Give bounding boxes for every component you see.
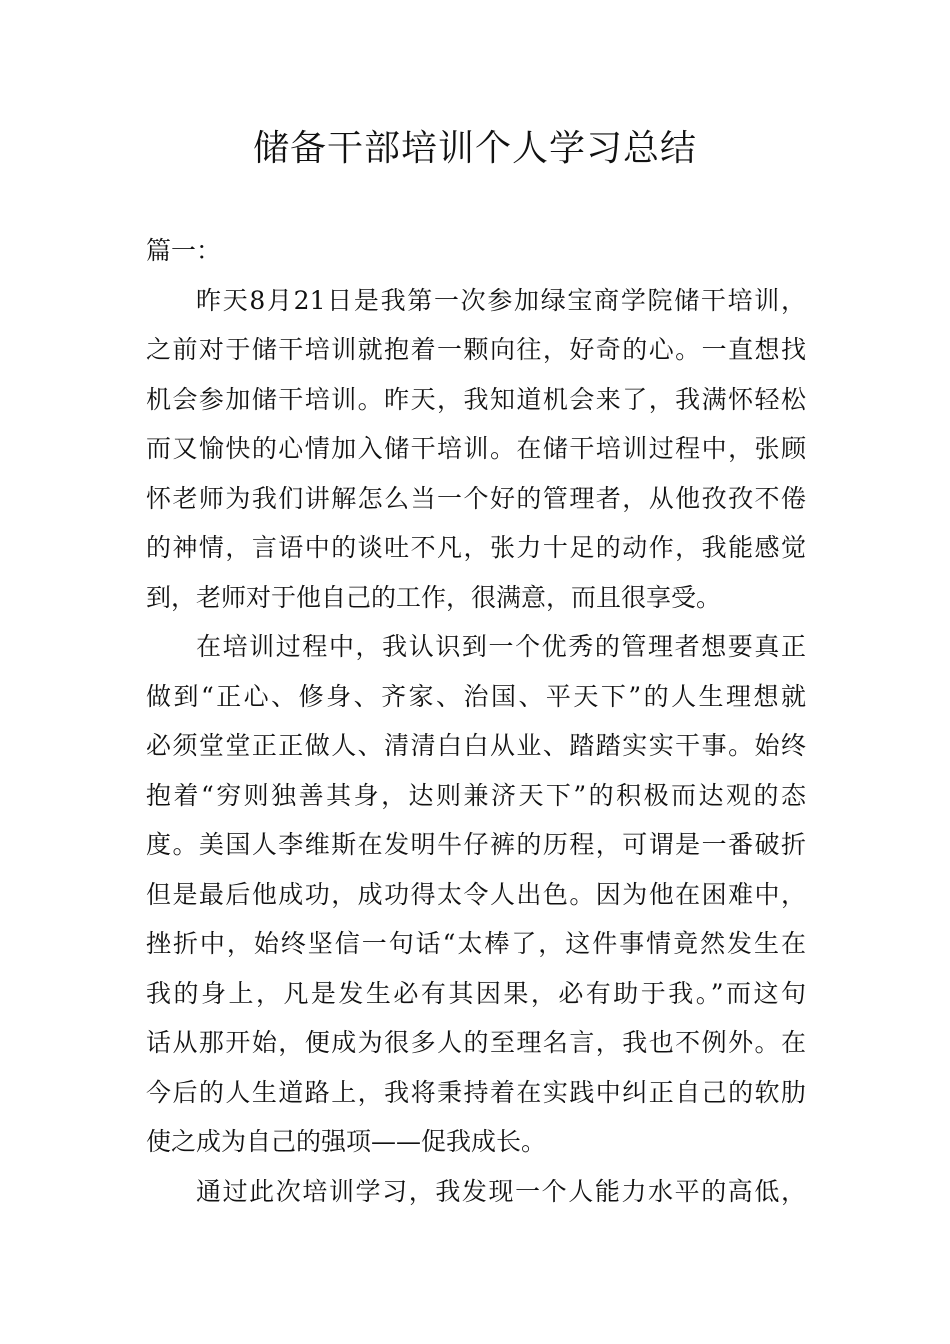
paragraph-line: 怀老师为我们讲解怎么当一个好的管理者，从他孜孜不倦 <box>146 483 806 513</box>
paragraph-1 <box>146 276 806 623</box>
section-label: 篇一： <box>146 236 222 265</box>
paragraph-line: 话从那开始，便成为很多人的至理名言，我也不例外。在 <box>146 1028 806 1057</box>
paragraph-line: 昨天8月21日是我第一次参加绿宝商学院储干培训， <box>196 285 806 315</box>
document-body <box>146 226 806 1216</box>
paragraph-line: 之前对于储干培训就抱着一颗向往，好奇的心。一直想找 <box>146 335 806 364</box>
paragraph-line: 必须堂堂正正做人、清清白白从业、踏踏实实干事。始终 <box>146 731 806 760</box>
paragraph-line: 机会参加储干培训。昨天，我知道机会来了，我满怀轻松 <box>146 384 806 414</box>
paragraph-2 <box>146 622 806 1167</box>
paragraph-line: 度。美国人李维斯在发明牛仔裤的历程，可谓是一番破折 <box>146 830 806 859</box>
paragraph-line: 但是最后他成功，成功得太令人出色。因为他在困难中， <box>146 879 806 909</box>
paragraph-line: 在培训过程中，我认识到一个优秀的管理者想要真正 <box>196 632 806 661</box>
paragraph-line: 挫折中，始终坚信一句话“太棒了，这件事情竟然发生在 <box>146 929 806 958</box>
paragraph-line: 而又愉快的心情加入储干培训。在储干培训过程中，张顾 <box>146 434 806 463</box>
paragraph-line: 的神情，言语中的谈吐不凡，张力十足的动作，我能感觉 <box>146 533 806 562</box>
paragraph-line: 做到“正心、修身、齐家、治国、平天下”的人生理想就 <box>146 681 806 711</box>
paragraph-line: 使之成为自己的强项——促我成长。 <box>146 1127 547 1156</box>
paragraph-line: 抱着“穷则独善其身，达则兼济天下”的积极而达观的态 <box>146 780 806 810</box>
paragraph-line: 今后的人生道路上，我将秉持着在实践中纠正自己的软肋 <box>146 1077 806 1107</box>
paragraph-line: 我的身上，凡是发生必有其因果，必有助于我。”而这句 <box>146 978 806 1008</box>
paragraph-line: 通过此次培训学习，我发现一个人能力水平的高低， <box>196 1176 806 1206</box>
paragraph-3 <box>146 1167 806 1217</box>
document-title: 储备干部培训个人学习总结 <box>252 128 697 169</box>
paragraph-line: 到，老师对于他自己的工作，很满意，而且很享受。 <box>146 582 722 612</box>
